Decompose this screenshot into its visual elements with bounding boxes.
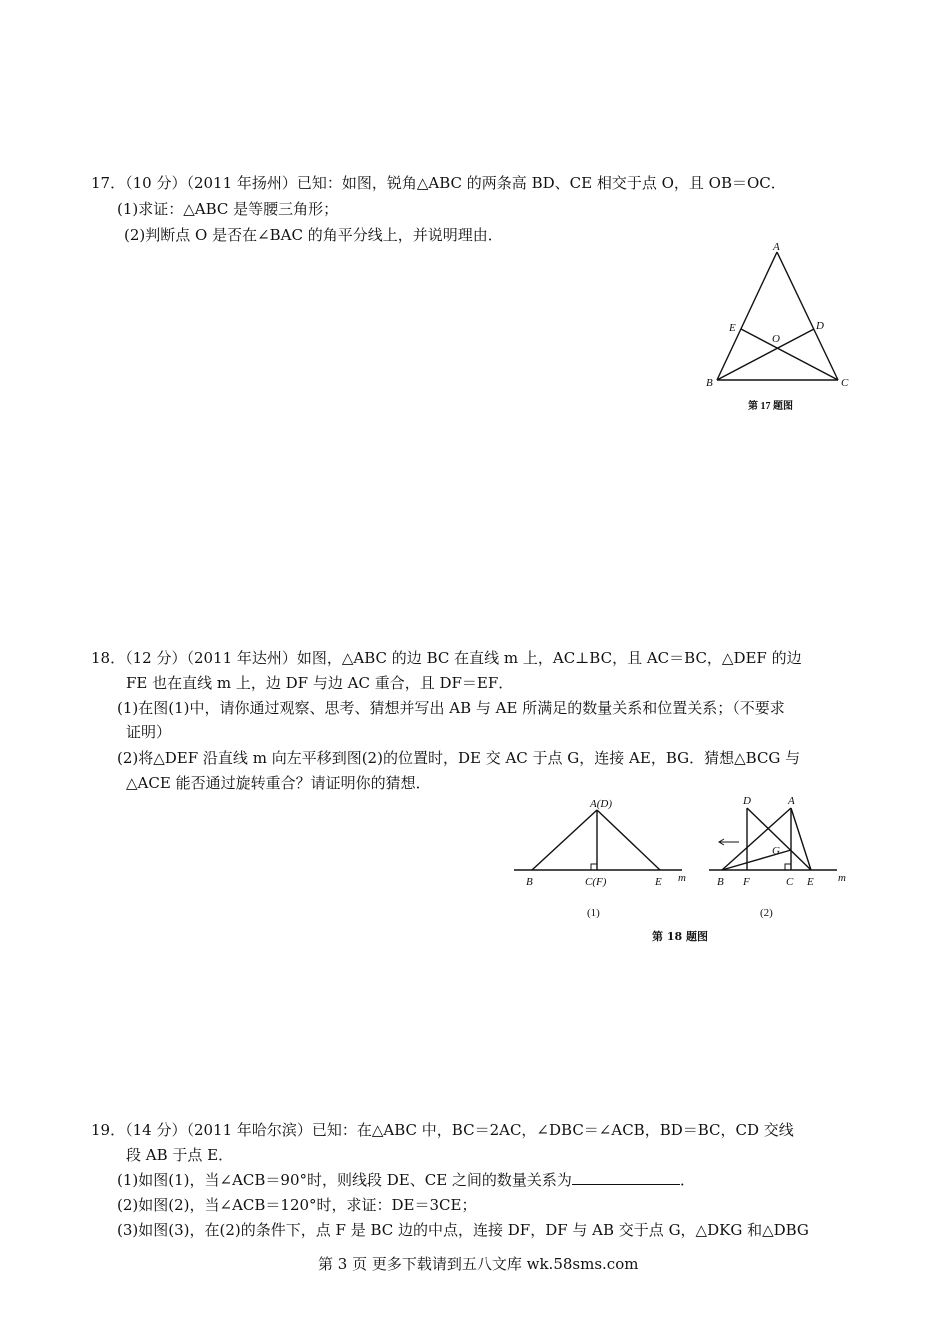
altitude-ce bbox=[741, 329, 838, 380]
edge-de bbox=[597, 810, 660, 870]
q17-caption: 第 17 题图 bbox=[748, 401, 793, 412]
label-cf: C(F) bbox=[585, 876, 607, 888]
q19-part1-end: ． bbox=[679, 1171, 695, 1189]
label-ad: A(D) bbox=[590, 798, 612, 810]
q19-part3: (3)如图(3)，在(2)的条件下，点 F 是 BC 边的中点，连接 DF，DF 与 AB 交于点 G，△DKG 和△DBG bbox=[117, 1221, 809, 1239]
label-c: C bbox=[786, 876, 794, 888]
q19-stem-2: 段 AB 于点 E． bbox=[126, 1146, 234, 1164]
edge-ab bbox=[717, 252, 777, 380]
q17-part1: (1)求证：△ABC 是等腰三角形； bbox=[117, 200, 339, 218]
q18-figure-2 bbox=[705, 790, 855, 925]
right-angle-mark bbox=[591, 864, 597, 870]
label-b: B bbox=[706, 377, 713, 389]
label-m: m bbox=[678, 872, 686, 884]
q18-part1-1: (1)在图(1)中，请你通过观察、思考、猜想并写出 AB 与 AE 所满足的数量关系和位置关系；（不要求 bbox=[117, 699, 785, 717]
label-e: E bbox=[807, 876, 814, 888]
q19-part1-text: (1)如图(1)，当∠ACB＝90°时，则线段 DE、CE 之间的数量关系为 bbox=[117, 1171, 572, 1189]
label-o: O bbox=[772, 333, 780, 345]
edge-ac bbox=[777, 252, 838, 380]
q17-part2: (2)判断点 O 是否在∠BAC 的角平分线上，并说明理由． bbox=[124, 226, 503, 244]
label-a: A bbox=[773, 241, 780, 253]
q17-stem: 17．（10 分）（2011 年扬州）已知：如图，锐角△ABC 的两条高 BD、CE 相交于点 O，且 OB＝OC． bbox=[91, 174, 786, 192]
q18-fig2-subcaption: (2) bbox=[760, 907, 773, 919]
label-d: D bbox=[743, 795, 751, 807]
label-c: C bbox=[841, 377, 849, 389]
q18-stem-1: 18．（12 分）（2011 年达州）如图，△ABC 的边 BC 在直线 m 上，AC⊥BC，且 AC＝BC，△DEF 的边 bbox=[91, 649, 802, 667]
page-footer: 第 3 页 更多下载请到五八文库 wk.58sms.com bbox=[318, 1255, 639, 1273]
answer-blank bbox=[572, 1170, 680, 1185]
label-g: G bbox=[772, 845, 780, 857]
q18-fig1-subcaption: (1) bbox=[587, 907, 600, 919]
q19-stem-1: 19．（14 分）（2011 年哈尔滨）已知：在△ABC 中，BC＝2AC，∠DBC＝∠ACB，BD＝BC，CD 交线 bbox=[91, 1121, 794, 1139]
q18-part2-2: △ACE 能否通过旋转重合？请证明你的猜想． bbox=[126, 774, 431, 792]
q18-caption: 第 18 题图 bbox=[652, 930, 708, 943]
q18-part2-1: (2)将△DEF 沿直线 m 向左平移到图(2)的位置时，DE 交 AC 于点 G，连接 AE，BG．猜想△BCG 与 bbox=[117, 749, 801, 767]
edge-ab bbox=[532, 810, 597, 870]
label-a: A bbox=[788, 795, 795, 807]
altitude-bd bbox=[717, 329, 814, 380]
q19-part2: (2)如图(2)，当∠ACB＝120°时，求证：DE＝3CE； bbox=[117, 1196, 477, 1214]
label-m: m bbox=[838, 872, 846, 884]
q18-part1-2: 证明） bbox=[126, 723, 172, 741]
label-e: E bbox=[729, 322, 736, 334]
q17-figure bbox=[700, 240, 870, 425]
q19-part1 bbox=[117, 1170, 695, 1190]
right-angle-mark bbox=[785, 864, 791, 870]
label-d: D bbox=[816, 320, 824, 332]
label-f: F bbox=[743, 876, 750, 888]
label-b: B bbox=[526, 876, 533, 888]
label-b: B bbox=[717, 876, 724, 888]
label-e: E bbox=[655, 876, 662, 888]
q18-stem-2: FE 也在直线 m 上，边 DF 与边 AC 重合，且 DF＝EF． bbox=[126, 674, 514, 692]
q18-figure-1 bbox=[510, 790, 695, 925]
